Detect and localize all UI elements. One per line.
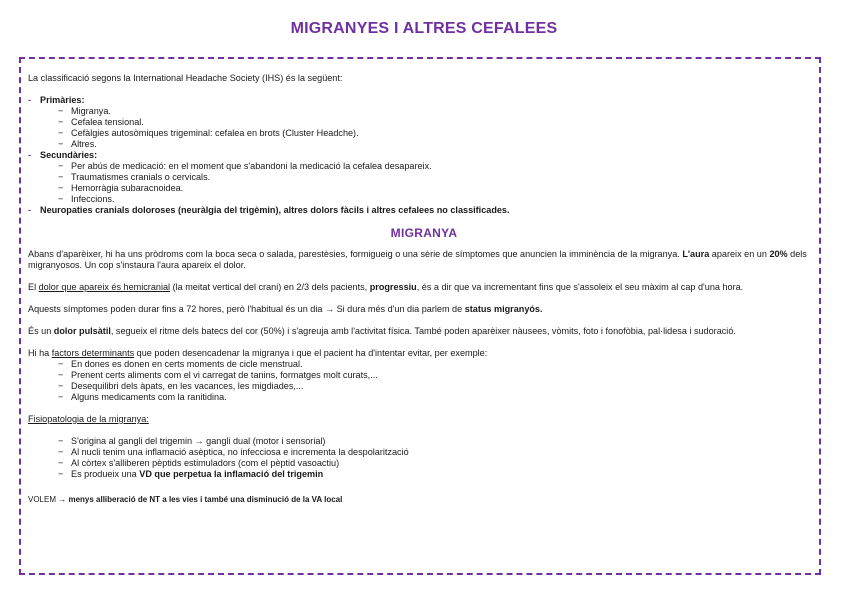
paragraph-factors: Hi ha factors determinants que poden desencadenar la migranya i que el pacient ha d'intentar evitar, per exemple: bbox=[28, 348, 488, 358]
section-heading-migranya: MIGRANYA bbox=[390, 226, 458, 240]
list-item: − Alguns medicaments com la ranitidina. bbox=[28, 392, 820, 403]
list-item: − Es produeix una VD que perpetua la inflamació del trigemin bbox=[28, 469, 820, 480]
dash-bullet: - bbox=[28, 205, 32, 215]
document-body bbox=[28, 73, 820, 505]
list-item: − Al còrtex s'alliberen pèptids estimuladors (com el pèptid vasoactiu) bbox=[28, 458, 820, 469]
secundaries-list bbox=[28, 161, 820, 205]
list-item: − Altres. bbox=[28, 139, 820, 150]
list-item: − S'origina al gangli del trigemin → gangli dual (motor i sensorial) bbox=[28, 436, 820, 447]
dash-bullet: - bbox=[28, 150, 32, 160]
list-item: − Per abús de medicació: en el moment que s'abandoni la medicació la cefalea desapareix. bbox=[28, 161, 820, 172]
list-item: − Migranya. bbox=[28, 106, 820, 117]
primaries-list bbox=[28, 106, 820, 150]
list-item: − Cefalea tensional. bbox=[28, 117, 820, 128]
list-item: − Prenent certs aliments com el vi carregat de tanins, formatges molt curats,... bbox=[28, 370, 820, 381]
page-title: MIGRANYES I ALTRES CEFALEES bbox=[290, 20, 558, 37]
factors-list bbox=[28, 359, 820, 403]
paragraph-dolor: El dolor que apareix és hemicranial (la meitat vertical del crani) en 2/3 dels pacients, progressiu, és a dir que va incrementant fins que s'assoleix el seu màxim al cap d'una hora. bbox=[28, 282, 744, 292]
fisiopatologia-list bbox=[28, 436, 820, 480]
neuropaties-item: - Neuropaties cranials doloroses (neuràlgia del trigèmin), altres dolors fàcils i altres cefalees no classificades. bbox=[28, 205, 510, 215]
primaries-heading: - Primàries: bbox=[28, 95, 85, 105]
fisiopatologia-heading: Fisiopatologia de la migranya: bbox=[28, 414, 149, 424]
list-item: − Infeccions. bbox=[28, 194, 820, 205]
dash-bullet: - bbox=[28, 95, 32, 105]
intro-text: La classificació segons la International Headache Society (IHS) és la següent: bbox=[28, 73, 343, 83]
secundaries-heading: - Secundàries: bbox=[28, 150, 98, 160]
paragraph-aura: Abans d'aparèixer, hi ha uns pròdroms com la boca seca o salada, parestèsies, formigueig o una sèrie de símptomes que anuncien la imminència de la migranya. L'aura apareix en un 20% dels migranyosos. Un cop s'instaura l'aura apareix el dolor. bbox=[28, 249, 807, 270]
list-item: − En dones es donen en certs moments de cicle menstrual. bbox=[28, 359, 820, 370]
list-item: − Hemorràgia subaracnoidea. bbox=[28, 183, 820, 194]
paragraph-pulsatil: És un dolor pulsàtil, segueix el ritme dels batecs del cor (50%) i s'agreuja amb l'activitat física. També poden aparèixer nàusees, vòmits, foto i fonofòbia, pal·lidesa i sudoració. bbox=[28, 326, 736, 336]
list-item: − Al nucli tenim una inflamació asèptica, no infecciosa e incrementa la despolarització bbox=[28, 447, 820, 458]
paragraph-durada: Aquests símptomes poden durar fins a 72 hores, però l'habitual és un dia → Si dura més d'un dia parlem de status migranyós. bbox=[28, 304, 543, 314]
list-item: − Cefàlgies autosòmiques trigeminal: cefalea en brots (Cluster Headche). bbox=[28, 128, 820, 139]
list-item: − Traumatismes cranials o cervicals. bbox=[28, 172, 820, 183]
volem-note: VOLEM → menys alliberació de NT a les vies i també una disminució de la VA local bbox=[28, 495, 343, 504]
list-item: − Desequilibri dels àpats, en les vacances, les migdiades,... bbox=[28, 381, 820, 392]
